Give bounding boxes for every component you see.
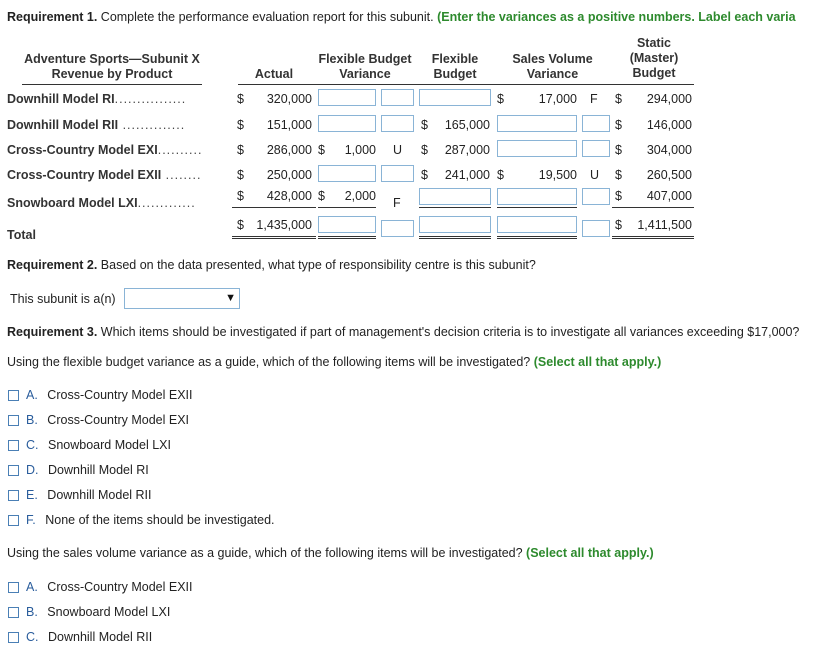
fb-input[interactable] xyxy=(419,89,491,106)
dollar-sign: $ xyxy=(421,143,428,157)
dollar-sign: $ xyxy=(421,168,428,182)
option-d-1[interactable] xyxy=(8,463,149,477)
actual-value: 151,000 xyxy=(266,118,312,132)
total-fb-input[interactable] xyxy=(419,216,491,233)
option-letter: A. xyxy=(26,580,38,594)
dollar-sign: $ xyxy=(318,189,325,203)
static-value: 304,000 xyxy=(646,143,692,157)
col-header-sales-volume-variance xyxy=(505,52,600,82)
dollar-sign: $ xyxy=(237,168,244,182)
fb-value: 287,000 xyxy=(444,143,490,157)
req1-note: (Enter the variances as a positive numbers. Label each varia xyxy=(433,10,796,24)
option-letter: F. xyxy=(26,513,36,527)
req2-text: Based on the data presented, what type of responsibility centre is this subunit? xyxy=(97,258,536,272)
fbv-label: U xyxy=(393,143,403,157)
corner-line-2: Revenue by Product xyxy=(51,67,173,81)
responsibility-centre-select[interactable] xyxy=(124,288,240,309)
option-a-1[interactable] xyxy=(8,388,192,402)
q2-text: Using the sales volume variance as a guide, which of the following items will be investigated? xyxy=(7,546,523,560)
dollar-sign: $ xyxy=(237,118,244,132)
static-value: 407,000 xyxy=(646,189,692,203)
dollar-sign: $ xyxy=(615,92,622,106)
fb-value: 165,000 xyxy=(444,118,490,132)
checkbox[interactable] xyxy=(8,632,19,643)
dollar-sign: $ xyxy=(237,92,244,106)
option-text: Cross-Country Model EXII xyxy=(47,388,193,402)
option-e-1[interactable] xyxy=(8,488,152,502)
option-letter: E. xyxy=(26,488,38,502)
svv-input[interactable] xyxy=(497,140,577,157)
option-b-2[interactable] xyxy=(8,605,170,619)
fbv-label-input[interactable] xyxy=(381,115,414,132)
option-text: Snowboard Model LXI xyxy=(47,438,171,452)
table-row-label: Cross-Country Model EXII ........ xyxy=(7,168,202,182)
q1-select-all: (Select all that apply.) xyxy=(530,355,662,369)
dollar-sign: $ xyxy=(237,143,244,157)
dropdown-arrow-icon: ▼ xyxy=(225,292,236,304)
actual-value: 250,000 xyxy=(266,168,312,182)
total-label: Total xyxy=(7,228,36,242)
svv-value: 17,000 xyxy=(538,92,577,106)
svv-label-input[interactable] xyxy=(582,140,610,157)
static-line-1: Static xyxy=(636,36,672,50)
table-row-label: Downhill Model RI................ xyxy=(7,92,187,106)
dollar-sign: $ xyxy=(497,92,504,106)
svv-value: 19,500 xyxy=(538,168,577,182)
subtotal-underline xyxy=(419,207,491,208)
svv-line-2: Variance xyxy=(526,67,579,81)
table-corner-header xyxy=(22,52,202,82)
svv-line-1: Sales Volume xyxy=(512,52,593,66)
fbv-line-2: Variance xyxy=(339,67,391,81)
req2-title: Requirement 2. xyxy=(7,258,98,272)
total-static-value: 1,411,500 xyxy=(637,218,692,232)
header-underline xyxy=(22,84,202,85)
corner-line-1: Adventure Sports—Subunit X xyxy=(24,52,200,66)
svv-input[interactable] xyxy=(497,115,577,132)
total-double-underline xyxy=(232,236,316,239)
static-line-3: Budget xyxy=(632,66,676,80)
col-header-actual: Actual xyxy=(254,67,294,81)
q2-select-all: (Select all that apply.) xyxy=(522,546,654,560)
dollar-sign: $ xyxy=(615,218,622,232)
fb-value: 241,000 xyxy=(444,168,490,182)
dollar-sign: $ xyxy=(615,189,622,203)
subtotal-underline xyxy=(318,207,376,208)
total-fbv-input[interactable] xyxy=(318,216,376,233)
actual-value: 320,000 xyxy=(266,92,312,106)
fbv-label: F xyxy=(393,196,401,210)
fbv-line-1: Flexible Budget xyxy=(318,52,412,66)
req3-heading xyxy=(7,325,799,339)
option-text: None of the items should be investigated. xyxy=(45,513,275,527)
svv-label-input[interactable] xyxy=(582,188,610,205)
fbv-input[interactable] xyxy=(318,165,376,182)
option-letter: B. xyxy=(26,413,38,427)
table-row-label: Snowboard Model LXI............. xyxy=(7,196,196,210)
svv-label: F xyxy=(590,92,598,106)
dollar-sign: $ xyxy=(318,143,325,157)
fbv-label-input[interactable] xyxy=(381,165,414,182)
option-c-1[interactable] xyxy=(8,438,171,452)
option-letter: B. xyxy=(26,605,38,619)
fb-input[interactable] xyxy=(419,188,491,205)
total-double-underline xyxy=(419,236,491,239)
total-fbv-label-input[interactable] xyxy=(381,220,414,237)
option-text: Cross-Country Model EXI xyxy=(47,413,190,427)
fbv-input[interactable] xyxy=(318,89,376,106)
table-row-label: Cross-Country Model EXI.......... xyxy=(7,143,203,157)
req2-heading xyxy=(7,258,536,272)
actual-value: 286,000 xyxy=(266,143,312,157)
req3-question-2 xyxy=(7,546,654,560)
checkbox[interactable] xyxy=(8,415,19,426)
dollar-sign: $ xyxy=(615,143,622,157)
static-line-2: (Master) xyxy=(629,51,679,65)
fbv-label-input[interactable] xyxy=(381,89,414,106)
option-text: Downhill Model RI xyxy=(47,463,149,477)
option-c-2[interactable] xyxy=(8,630,152,644)
req1-title: Requirement 1. xyxy=(7,10,98,24)
option-text: Downhill Model RII xyxy=(47,488,152,502)
checkbox[interactable] xyxy=(8,440,19,451)
checkbox[interactable] xyxy=(8,490,19,501)
subtotal-underline xyxy=(497,207,577,208)
req1-heading xyxy=(7,10,796,24)
header-underline xyxy=(238,84,694,85)
req2-prompt: This subunit is a(n) xyxy=(10,292,116,306)
svv-input[interactable] xyxy=(497,188,577,205)
dollar-sign: $ xyxy=(615,118,622,132)
total-double-underline xyxy=(612,236,694,239)
subtotal-underline xyxy=(612,207,694,208)
req1-text: Complete the performance evaluation report for this subunit. xyxy=(97,10,434,24)
option-b-1[interactable] xyxy=(8,413,189,427)
subtotal-underline xyxy=(232,207,316,208)
fbv-value: 2,000 xyxy=(344,189,376,203)
option-letter: A. xyxy=(26,388,38,402)
option-text: Cross-Country Model EXII xyxy=(47,580,193,594)
static-value: 294,000 xyxy=(646,92,692,106)
checkbox[interactable] xyxy=(8,582,19,593)
checkbox[interactable] xyxy=(8,515,19,526)
col-header-flexible-budget xyxy=(420,52,490,82)
actual-value: 428,000 xyxy=(266,189,312,203)
static-value: 146,000 xyxy=(646,118,692,132)
dollar-sign: $ xyxy=(237,189,244,203)
option-letter: C. xyxy=(26,438,39,452)
svv-label-input[interactable] xyxy=(582,115,610,132)
req3-title: Requirement 3. xyxy=(7,325,98,339)
option-letter: C. xyxy=(26,630,39,644)
dollar-sign: $ xyxy=(615,168,622,182)
total-double-underline xyxy=(318,236,376,239)
total-actual-value: 1,435,000 xyxy=(256,218,312,232)
fb-line-2: Budget xyxy=(433,67,477,81)
total-double-underline xyxy=(497,236,577,239)
req3-text: Which items should be investigated if part of management's decision criteria is to investigate all variances exceeding $17,000? xyxy=(97,325,800,339)
option-f-1[interactable] xyxy=(8,513,275,527)
table-row-label: Downhill Model RII .............. xyxy=(7,118,186,132)
option-text: Snowboard Model LXI xyxy=(47,605,171,619)
req3-question-1 xyxy=(7,355,661,369)
checkbox[interactable] xyxy=(8,390,19,401)
checkbox[interactable] xyxy=(8,465,19,476)
fbv-value: 1,000 xyxy=(344,143,376,157)
total-svv-label-input[interactable] xyxy=(582,220,610,237)
option-text: Downhill Model RII xyxy=(47,630,153,644)
static-value: 260,500 xyxy=(646,168,692,182)
dollar-sign: $ xyxy=(497,168,504,182)
col-header-static-budget xyxy=(618,36,690,81)
dollar-sign: $ xyxy=(421,118,428,132)
q1-text: Using the flexible budget variance as a guide, which of the following items will be investigated? xyxy=(7,355,531,369)
dollar-sign: $ xyxy=(237,218,244,232)
option-a-2[interactable] xyxy=(8,580,192,594)
fb-line-1: Flexible xyxy=(431,52,479,66)
col-header-flexible-budget-variance xyxy=(315,52,415,82)
checkbox[interactable] xyxy=(8,607,19,618)
option-letter: D. xyxy=(26,463,39,477)
svv-label: U xyxy=(590,168,600,182)
total-svv-input[interactable] xyxy=(497,216,577,233)
fbv-input[interactable] xyxy=(318,115,376,132)
